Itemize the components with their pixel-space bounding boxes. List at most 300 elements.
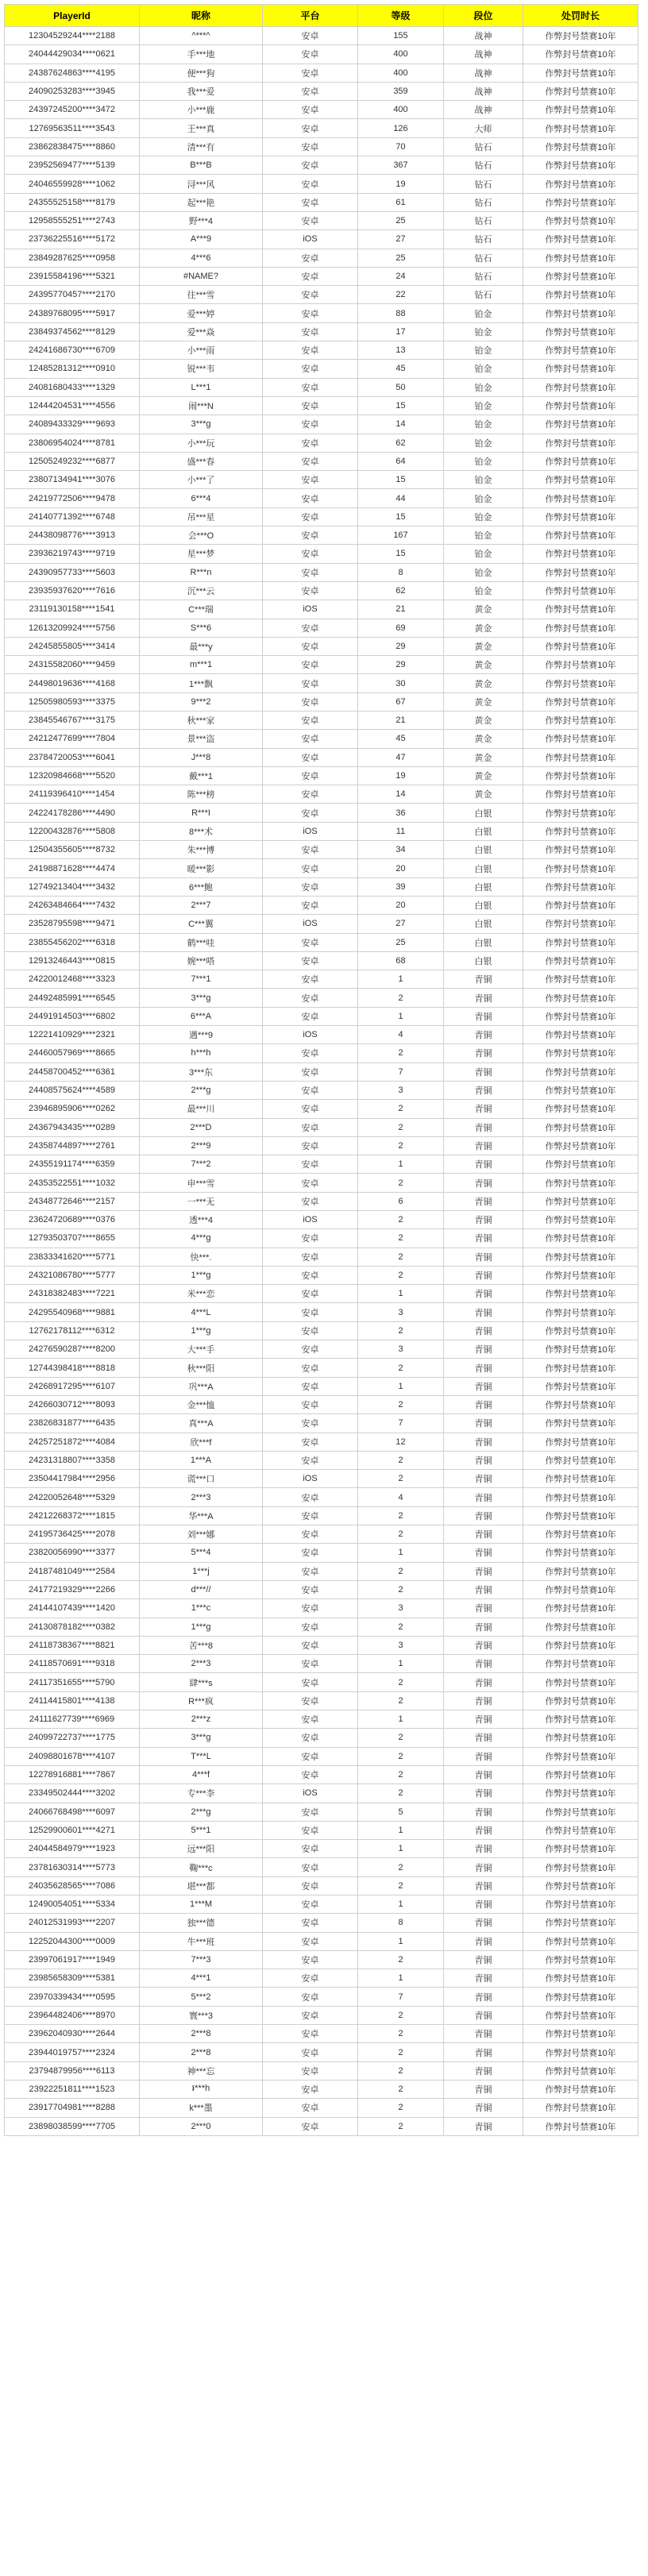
- cell-level: 2: [358, 1729, 444, 1747]
- table-row: [5, 896, 638, 914]
- cell-platform: 安卓: [263, 1100, 358, 1118]
- cell-platform: 安卓: [263, 2117, 358, 2135]
- cell-rank: 黄金: [444, 600, 523, 619]
- cell-penalty: 作弊封号禁赛10年: [523, 526, 638, 545]
- cell-level: 5: [358, 1803, 444, 1821]
- cell-rank: 青铜: [444, 1192, 523, 1210]
- cell-player-id: 24044584979****1923: [5, 1840, 140, 1858]
- cell-player-id: 24099722737****1775: [5, 1729, 140, 1747]
- cell-penalty: 作弊封号禁赛10年: [523, 1691, 638, 1710]
- cell-rank: 青铜: [444, 1599, 523, 1618]
- cell-penalty: 作弊封号禁赛10年: [523, 1414, 638, 1433]
- table-row: [5, 1136, 638, 1155]
- cell-platform: 安卓: [263, 415, 358, 434]
- cell-level: 7: [358, 1414, 444, 1433]
- cell-rank: 青铜: [444, 1377, 523, 1395]
- cell-rank: 青铜: [444, 2025, 523, 2043]
- cell-nickname: C***瑞: [140, 600, 263, 619]
- cell-platform: 安卓: [263, 1840, 358, 1858]
- cell-penalty: 作弊封号禁赛10年: [523, 1211, 638, 1229]
- cell-player-id: 24098801678****4107: [5, 1747, 140, 1765]
- cell-penalty: 作弊封号禁赛10年: [523, 1100, 638, 1118]
- cell-penalty: 作弊封号禁赛10年: [523, 730, 638, 748]
- cell-player-id: 24090253283****3945: [5, 82, 140, 100]
- cell-penalty: 作弊封号禁赛10年: [523, 1618, 638, 1636]
- cell-penalty: 作弊封号禁赛10年: [523, 711, 638, 729]
- cell-rank: 黄金: [444, 692, 523, 711]
- cell-player-id: 24089433329****9693: [5, 415, 140, 434]
- cell-rank: 青铜: [444, 1988, 523, 2006]
- cell-penalty: 作弊封号禁赛10年: [523, 267, 638, 285]
- cell-penalty: 作弊封号禁赛10年: [523, 119, 638, 137]
- cell-nickname: 6***A: [140, 1007, 263, 1025]
- cell-player-id: 24276590287****8200: [5, 1340, 140, 1359]
- cell-platform: 安卓: [263, 2043, 358, 2061]
- table-row: [5, 415, 638, 434]
- cell-penalty: 作弊封号禁赛10年: [523, 1081, 638, 1099]
- cell-penalty: 作弊封号禁赛10年: [523, 1895, 638, 1913]
- cell-level: 19: [358, 175, 444, 193]
- cell-nickname: 2***3: [140, 1655, 263, 1673]
- cell-nickname: S***6: [140, 619, 263, 637]
- cell-nickname: 秋***阳: [140, 1359, 263, 1377]
- table-row: [5, 1192, 638, 1210]
- cell-player-id: 24318382483****7221: [5, 1285, 140, 1303]
- cell-penalty: 作弊封号禁赛10年: [523, 748, 638, 766]
- table-row: [5, 396, 638, 415]
- cell-penalty: 作弊封号禁赛10年: [523, 452, 638, 470]
- cell-platform: iOS: [263, 600, 358, 619]
- cell-rank: 战神: [444, 45, 523, 64]
- cell-rank: 黄金: [444, 619, 523, 637]
- table-row: [5, 637, 638, 655]
- cell-penalty: 作弊封号禁赛10年: [523, 1840, 638, 1858]
- table-row: [5, 563, 638, 581]
- cell-penalty: 作弊封号禁赛10年: [523, 1858, 638, 1876]
- cell-penalty: 作弊封号禁赛10年: [523, 692, 638, 711]
- cell-penalty: 作弊封号禁赛10年: [523, 101, 638, 119]
- cell-penalty: 作弊封号禁赛10年: [523, 2099, 638, 2117]
- cell-level: 27: [358, 915, 444, 933]
- cell-penalty: 作弊封号禁赛10年: [523, 2043, 638, 2061]
- table-row: [5, 656, 638, 674]
- column-header-rank: 段位: [444, 5, 523, 27]
- table-row: [5, 82, 638, 100]
- cell-player-id: 24389768095****5917: [5, 304, 140, 322]
- cell-penalty: 作弊封号禁赛10年: [523, 378, 638, 396]
- cell-platform: 安卓: [263, 1895, 358, 1913]
- table-row: [5, 175, 638, 193]
- cell-player-id: 24438098776****3913: [5, 526, 140, 545]
- cell-player-id: 24358744897****2761: [5, 1136, 140, 1155]
- table-row: [5, 581, 638, 600]
- cell-platform: iOS: [263, 915, 358, 933]
- cell-player-id: 24195736425****2078: [5, 1525, 140, 1544]
- cell-penalty: 作弊封号禁赛10年: [523, 1580, 638, 1598]
- cell-nickname: 鹤***哇: [140, 933, 263, 951]
- cell-penalty: 作弊封号禁赛10年: [523, 581, 638, 600]
- cell-penalty: 作弊封号禁赛10年: [523, 27, 638, 45]
- cell-rank: 铂金: [444, 378, 523, 396]
- cell-player-id: 24035628565****7086: [5, 1876, 140, 1895]
- cell-level: 2: [358, 1211, 444, 1229]
- cell-rank: 青铜: [444, 1007, 523, 1025]
- cell-nickname: 陈***榜: [140, 785, 263, 804]
- cell-rank: 钻石: [444, 137, 523, 156]
- cell-penalty: 作弊封号禁赛10年: [523, 2061, 638, 2080]
- cell-nickname: 2***z: [140, 1710, 263, 1729]
- cell-platform: 安卓: [263, 1506, 358, 1525]
- column-header-player-id: PlayerId: [5, 5, 140, 27]
- cell-rank: 青铜: [444, 1136, 523, 1155]
- cell-player-id: 23962040930****2644: [5, 2025, 140, 2043]
- cell-penalty: 作弊封号禁赛10年: [523, 434, 638, 452]
- cell-level: 3: [358, 1599, 444, 1618]
- cell-nickname: 1***M: [140, 1895, 263, 1913]
- cell-penalty: 作弊封号禁赛10年: [523, 1636, 638, 1654]
- cell-penalty: 作弊封号禁赛10年: [523, 1026, 638, 1044]
- cell-nickname: 2***3: [140, 1488, 263, 1506]
- cell-penalty: 作弊封号禁赛10年: [523, 822, 638, 840]
- cell-platform: 安卓: [263, 1414, 358, 1433]
- cell-level: 8: [358, 1914, 444, 1932]
- cell-penalty: 作弊封号禁赛10年: [523, 1395, 638, 1413]
- cell-penalty: 作弊封号禁赛10年: [523, 193, 638, 211]
- table-row: [5, 1488, 638, 1506]
- cell-level: 69: [358, 619, 444, 637]
- table-row: [5, 915, 638, 933]
- cell-level: 17: [358, 322, 444, 341]
- table-row: [5, 434, 638, 452]
- cell-level: 359: [358, 82, 444, 100]
- table-row: [5, 2006, 638, 2024]
- cell-rank: 黄金: [444, 730, 523, 748]
- cell-platform: 安卓: [263, 1321, 358, 1340]
- cell-level: 21: [358, 600, 444, 619]
- cell-rank: 钻石: [444, 286, 523, 304]
- cell-platform: 安卓: [263, 1821, 358, 1839]
- cell-level: 2: [358, 1858, 444, 1876]
- cell-nickname: 3***g: [140, 1729, 263, 1747]
- cell-player-id: 23807134941****3076: [5, 471, 140, 489]
- cell-rank: 青铜: [444, 1118, 523, 1136]
- table-row: [5, 1470, 638, 1488]
- cell-platform: 安卓: [263, 748, 358, 766]
- cell-platform: 安卓: [263, 1988, 358, 2006]
- cell-rank: 战神: [444, 64, 523, 82]
- cell-nickname: R***疯: [140, 1691, 263, 1710]
- cell-rank: 青铜: [444, 1470, 523, 1488]
- table-row: [5, 1655, 638, 1673]
- cell-rank: 青铜: [444, 1081, 523, 1099]
- cell-penalty: 作弊封号禁赛10年: [523, 507, 638, 526]
- cell-nickname: B***B: [140, 156, 263, 175]
- cell-penalty: 作弊封号禁赛10年: [523, 1784, 638, 1803]
- cell-player-id: 24491914503****6802: [5, 1007, 140, 1025]
- header-row: [5, 5, 638, 27]
- cell-rank: 钻石: [444, 175, 523, 193]
- cell-nickname: 1***g: [140, 1618, 263, 1636]
- cell-penalty: 作弊封号禁赛10年: [523, 1506, 638, 1525]
- table-row: [5, 119, 638, 137]
- cell-player-id: 24114415801****4138: [5, 1691, 140, 1710]
- cell-rank: 青铜: [444, 1858, 523, 1876]
- cell-rank: 黄金: [444, 748, 523, 766]
- cell-rank: 青铜: [444, 1747, 523, 1765]
- cell-rank: 战神: [444, 101, 523, 119]
- cell-penalty: 作弊封号禁赛10年: [523, 970, 638, 989]
- cell-player-id: 24408575624****4589: [5, 1081, 140, 1099]
- cell-level: 2: [358, 1765, 444, 1784]
- cell-rank: 战神: [444, 82, 523, 100]
- table-row: [5, 322, 638, 341]
- cell-platform: 安卓: [263, 378, 358, 396]
- cell-level: 2: [358, 2061, 444, 2080]
- cell-level: 45: [358, 730, 444, 748]
- table-row: [5, 526, 638, 545]
- cell-player-id: 24118738367****8821: [5, 1636, 140, 1654]
- cell-rank: 铂金: [444, 545, 523, 563]
- table-row: [5, 1636, 638, 1654]
- cell-nickname: R***n: [140, 563, 263, 581]
- cell-level: 68: [358, 951, 444, 970]
- cell-rank: 铂金: [444, 452, 523, 470]
- cell-platform: 安卓: [263, 1118, 358, 1136]
- cell-penalty: 作弊封号禁赛10年: [523, 545, 638, 563]
- cell-nickname: R***I: [140, 804, 263, 822]
- table-row: [5, 1932, 638, 1950]
- column-header-level: 等级: [358, 5, 444, 27]
- cell-platform: 安卓: [263, 1729, 358, 1747]
- table-row: [5, 1211, 638, 1229]
- table-row: [5, 2043, 638, 2061]
- cell-level: 1: [358, 1710, 444, 1729]
- cell-nickname: 神***忘: [140, 2061, 263, 2080]
- cell-nickname: J***8: [140, 748, 263, 766]
- table-row: [5, 1599, 638, 1618]
- cell-penalty: 作弊封号禁赛10年: [523, 859, 638, 877]
- cell-level: 20: [358, 859, 444, 877]
- cell-player-id: 12749213404****3432: [5, 877, 140, 896]
- cell-nickname: L***1: [140, 378, 263, 396]
- table-row: [5, 64, 638, 82]
- table-row: [5, 1691, 638, 1710]
- cell-level: 15: [358, 396, 444, 415]
- cell-level: 12: [358, 1433, 444, 1451]
- cell-nickname: 便***狗: [140, 64, 263, 82]
- cell-player-id: 24315582060****9459: [5, 656, 140, 674]
- cell-level: 2: [358, 1506, 444, 1525]
- table-row: [5, 267, 638, 285]
- cell-nickname: 2***7: [140, 896, 263, 914]
- cell-rank: 白银: [444, 877, 523, 896]
- table-row: [5, 1359, 638, 1377]
- cell-platform: 安卓: [263, 1914, 358, 1932]
- cell-platform: 安卓: [263, 674, 358, 692]
- table-row: [5, 785, 638, 804]
- cell-platform: 安卓: [263, 137, 358, 156]
- cell-level: 19: [358, 766, 444, 785]
- cell-player-id: 24458700452****6361: [5, 1062, 140, 1081]
- cell-penalty: 作弊封号禁赛10年: [523, 1192, 638, 1210]
- cell-level: 34: [358, 841, 444, 859]
- cell-nickname: 申***雪: [140, 1174, 263, 1192]
- cell-nickname: 独***德: [140, 1914, 263, 1932]
- table-row: [5, 1062, 638, 1081]
- table-row: [5, 1229, 638, 1248]
- table-row: [5, 1950, 638, 1969]
- table-row: [5, 1395, 638, 1413]
- cell-nickname: 起***艳: [140, 193, 263, 211]
- cell-rank: 青铜: [444, 2099, 523, 2117]
- cell-rank: 青铜: [444, 1451, 523, 1469]
- cell-player-id: 12762178112****6312: [5, 1321, 140, 1340]
- cell-level: 2: [358, 1747, 444, 1765]
- table-row: [5, 1765, 638, 1784]
- table-row: [5, 933, 638, 951]
- cell-player-id: 12252044300****0009: [5, 1932, 140, 1950]
- cell-penalty: 作弊封号禁赛10年: [523, 1562, 638, 1580]
- table-row: [5, 2080, 638, 2098]
- cell-level: 167: [358, 526, 444, 545]
- cell-player-id: 12304529244****2188: [5, 27, 140, 45]
- cell-nickname: 4***g: [140, 1229, 263, 1248]
- cell-platform: 安卓: [263, 27, 358, 45]
- cell-platform: 安卓: [263, 841, 358, 859]
- cell-penalty: 作弊封号禁赛10年: [523, 1655, 638, 1673]
- cell-rank: 青铜: [444, 1044, 523, 1062]
- cell-platform: 安卓: [263, 434, 358, 452]
- table-row: [5, 1747, 638, 1765]
- cell-platform: 安卓: [263, 1525, 358, 1544]
- cell-penalty: 作弊封号禁赛10年: [523, 1729, 638, 1747]
- cell-nickname: 最***y: [140, 637, 263, 655]
- cell-nickname: 7***3: [140, 1950, 263, 1969]
- table-row: [5, 1303, 638, 1321]
- cell-nickname: 小***了: [140, 471, 263, 489]
- cell-nickname: 米***恋: [140, 1285, 263, 1303]
- cell-rank: 黄金: [444, 674, 523, 692]
- cell-penalty: 作弊封号禁赛10年: [523, 322, 638, 341]
- cell-rank: 青铜: [444, 1321, 523, 1340]
- cell-nickname: 往***雪: [140, 286, 263, 304]
- cell-penalty: 作弊封号禁赛10年: [523, 1155, 638, 1174]
- cell-rank: 青铜: [444, 1784, 523, 1803]
- cell-platform: 安卓: [263, 1303, 358, 1321]
- cell-level: 367: [358, 156, 444, 175]
- cell-platform: 安卓: [263, 656, 358, 674]
- cell-player-id: 24198871628****4474: [5, 859, 140, 877]
- cell-player-id: 24231318807****3358: [5, 1451, 140, 1469]
- cell-player-id: 23922251811****1523: [5, 2080, 140, 2098]
- cell-platform: 安卓: [263, 64, 358, 82]
- cell-player-id: 23826831877****6435: [5, 1414, 140, 1433]
- cell-player-id: 12505980593****3375: [5, 692, 140, 711]
- cell-platform: 安卓: [263, 1174, 358, 1192]
- cell-penalty: 作弊封号禁赛10年: [523, 1932, 638, 1950]
- table-row: [5, 970, 638, 989]
- cell-penalty: 作弊封号禁赛10年: [523, 1544, 638, 1562]
- cell-penalty: 作弊封号禁赛10年: [523, 471, 638, 489]
- cell-nickname: 3***东: [140, 1062, 263, 1081]
- table-row: [5, 877, 638, 896]
- table-row: [5, 1081, 638, 1099]
- cell-nickname: 我***爱: [140, 82, 263, 100]
- cell-platform: 安卓: [263, 452, 358, 470]
- cell-platform: 安卓: [263, 1765, 358, 1784]
- cell-rank: 青铜: [444, 1211, 523, 1229]
- cell-penalty: 作弊封号禁赛10年: [523, 1673, 638, 1691]
- cell-rank: 青铜: [444, 1062, 523, 1081]
- table-row: [5, 249, 638, 267]
- cell-nickname: 闹***N: [140, 396, 263, 415]
- cell-player-id: 23849374562****8129: [5, 322, 140, 341]
- cell-penalty: 作弊封号禁赛10年: [523, 785, 638, 804]
- cell-nickname: m***1: [140, 656, 263, 674]
- cell-rank: 白银: [444, 915, 523, 933]
- table-row: [5, 1340, 638, 1359]
- cell-platform: 安卓: [263, 989, 358, 1007]
- cell-player-id: 24220012468****3323: [5, 970, 140, 989]
- table-row: [5, 1969, 638, 1988]
- cell-nickname: 鞠***c: [140, 1858, 263, 1876]
- cell-player-id: 23855456202****6318: [5, 933, 140, 951]
- cell-platform: 安卓: [263, 2006, 358, 2024]
- cell-nickname: C***翼: [140, 915, 263, 933]
- cell-level: 2: [358, 1321, 444, 1340]
- table-row: [5, 674, 638, 692]
- cell-rank: 青铜: [444, 2043, 523, 2061]
- table-row: [5, 1544, 638, 1562]
- table-row: [5, 156, 638, 175]
- cell-player-id: 23849287625****0958: [5, 249, 140, 267]
- cell-platform: 安卓: [263, 581, 358, 600]
- cell-player-id: 24257251872****4084: [5, 1433, 140, 1451]
- cell-nickname: 3***g: [140, 415, 263, 434]
- cell-platform: 安卓: [263, 1562, 358, 1580]
- cell-rank: 青铜: [444, 1303, 523, 1321]
- cell-nickname: 锐***韦: [140, 360, 263, 378]
- cell-nickname: 专***李: [140, 1784, 263, 1803]
- cell-nickname: d***//: [140, 1580, 263, 1598]
- cell-level: 2: [358, 2117, 444, 2135]
- cell-nickname: ^***^: [140, 27, 263, 45]
- cell-rank: 铂金: [444, 526, 523, 545]
- cell-rank: 青铜: [444, 1174, 523, 1192]
- cell-platform: 安卓: [263, 619, 358, 637]
- cell-platform: 安卓: [263, 193, 358, 211]
- cell-penalty: 作弊封号禁赛10年: [523, 1118, 638, 1136]
- cell-platform: 安卓: [263, 545, 358, 563]
- cell-platform: 安卓: [263, 156, 358, 175]
- cell-nickname: #NAME?: [140, 267, 263, 285]
- cell-penalty: 作弊封号禁赛10年: [523, 1303, 638, 1321]
- cell-player-id: 12958555251****2743: [5, 211, 140, 229]
- cell-penalty: 作弊封号禁赛10年: [523, 896, 638, 914]
- cell-platform: iOS: [263, 1784, 358, 1803]
- cell-nickname: 大***手: [140, 1340, 263, 1359]
- cell-platform: 安卓: [263, 1580, 358, 1598]
- cell-penalty: 作弊封号禁赛10年: [523, 1488, 638, 1506]
- cell-level: 2: [358, 1691, 444, 1710]
- cell-penalty: 作弊封号禁赛10年: [523, 2080, 638, 2098]
- cell-player-id: 24224178286****4490: [5, 804, 140, 822]
- cell-rank: 青铜: [444, 1729, 523, 1747]
- cell-player-id: 24117351655****5790: [5, 1673, 140, 1691]
- table-row: [5, 1710, 638, 1729]
- cell-platform: 安卓: [263, 692, 358, 711]
- cell-player-id: 12200432876****5808: [5, 822, 140, 840]
